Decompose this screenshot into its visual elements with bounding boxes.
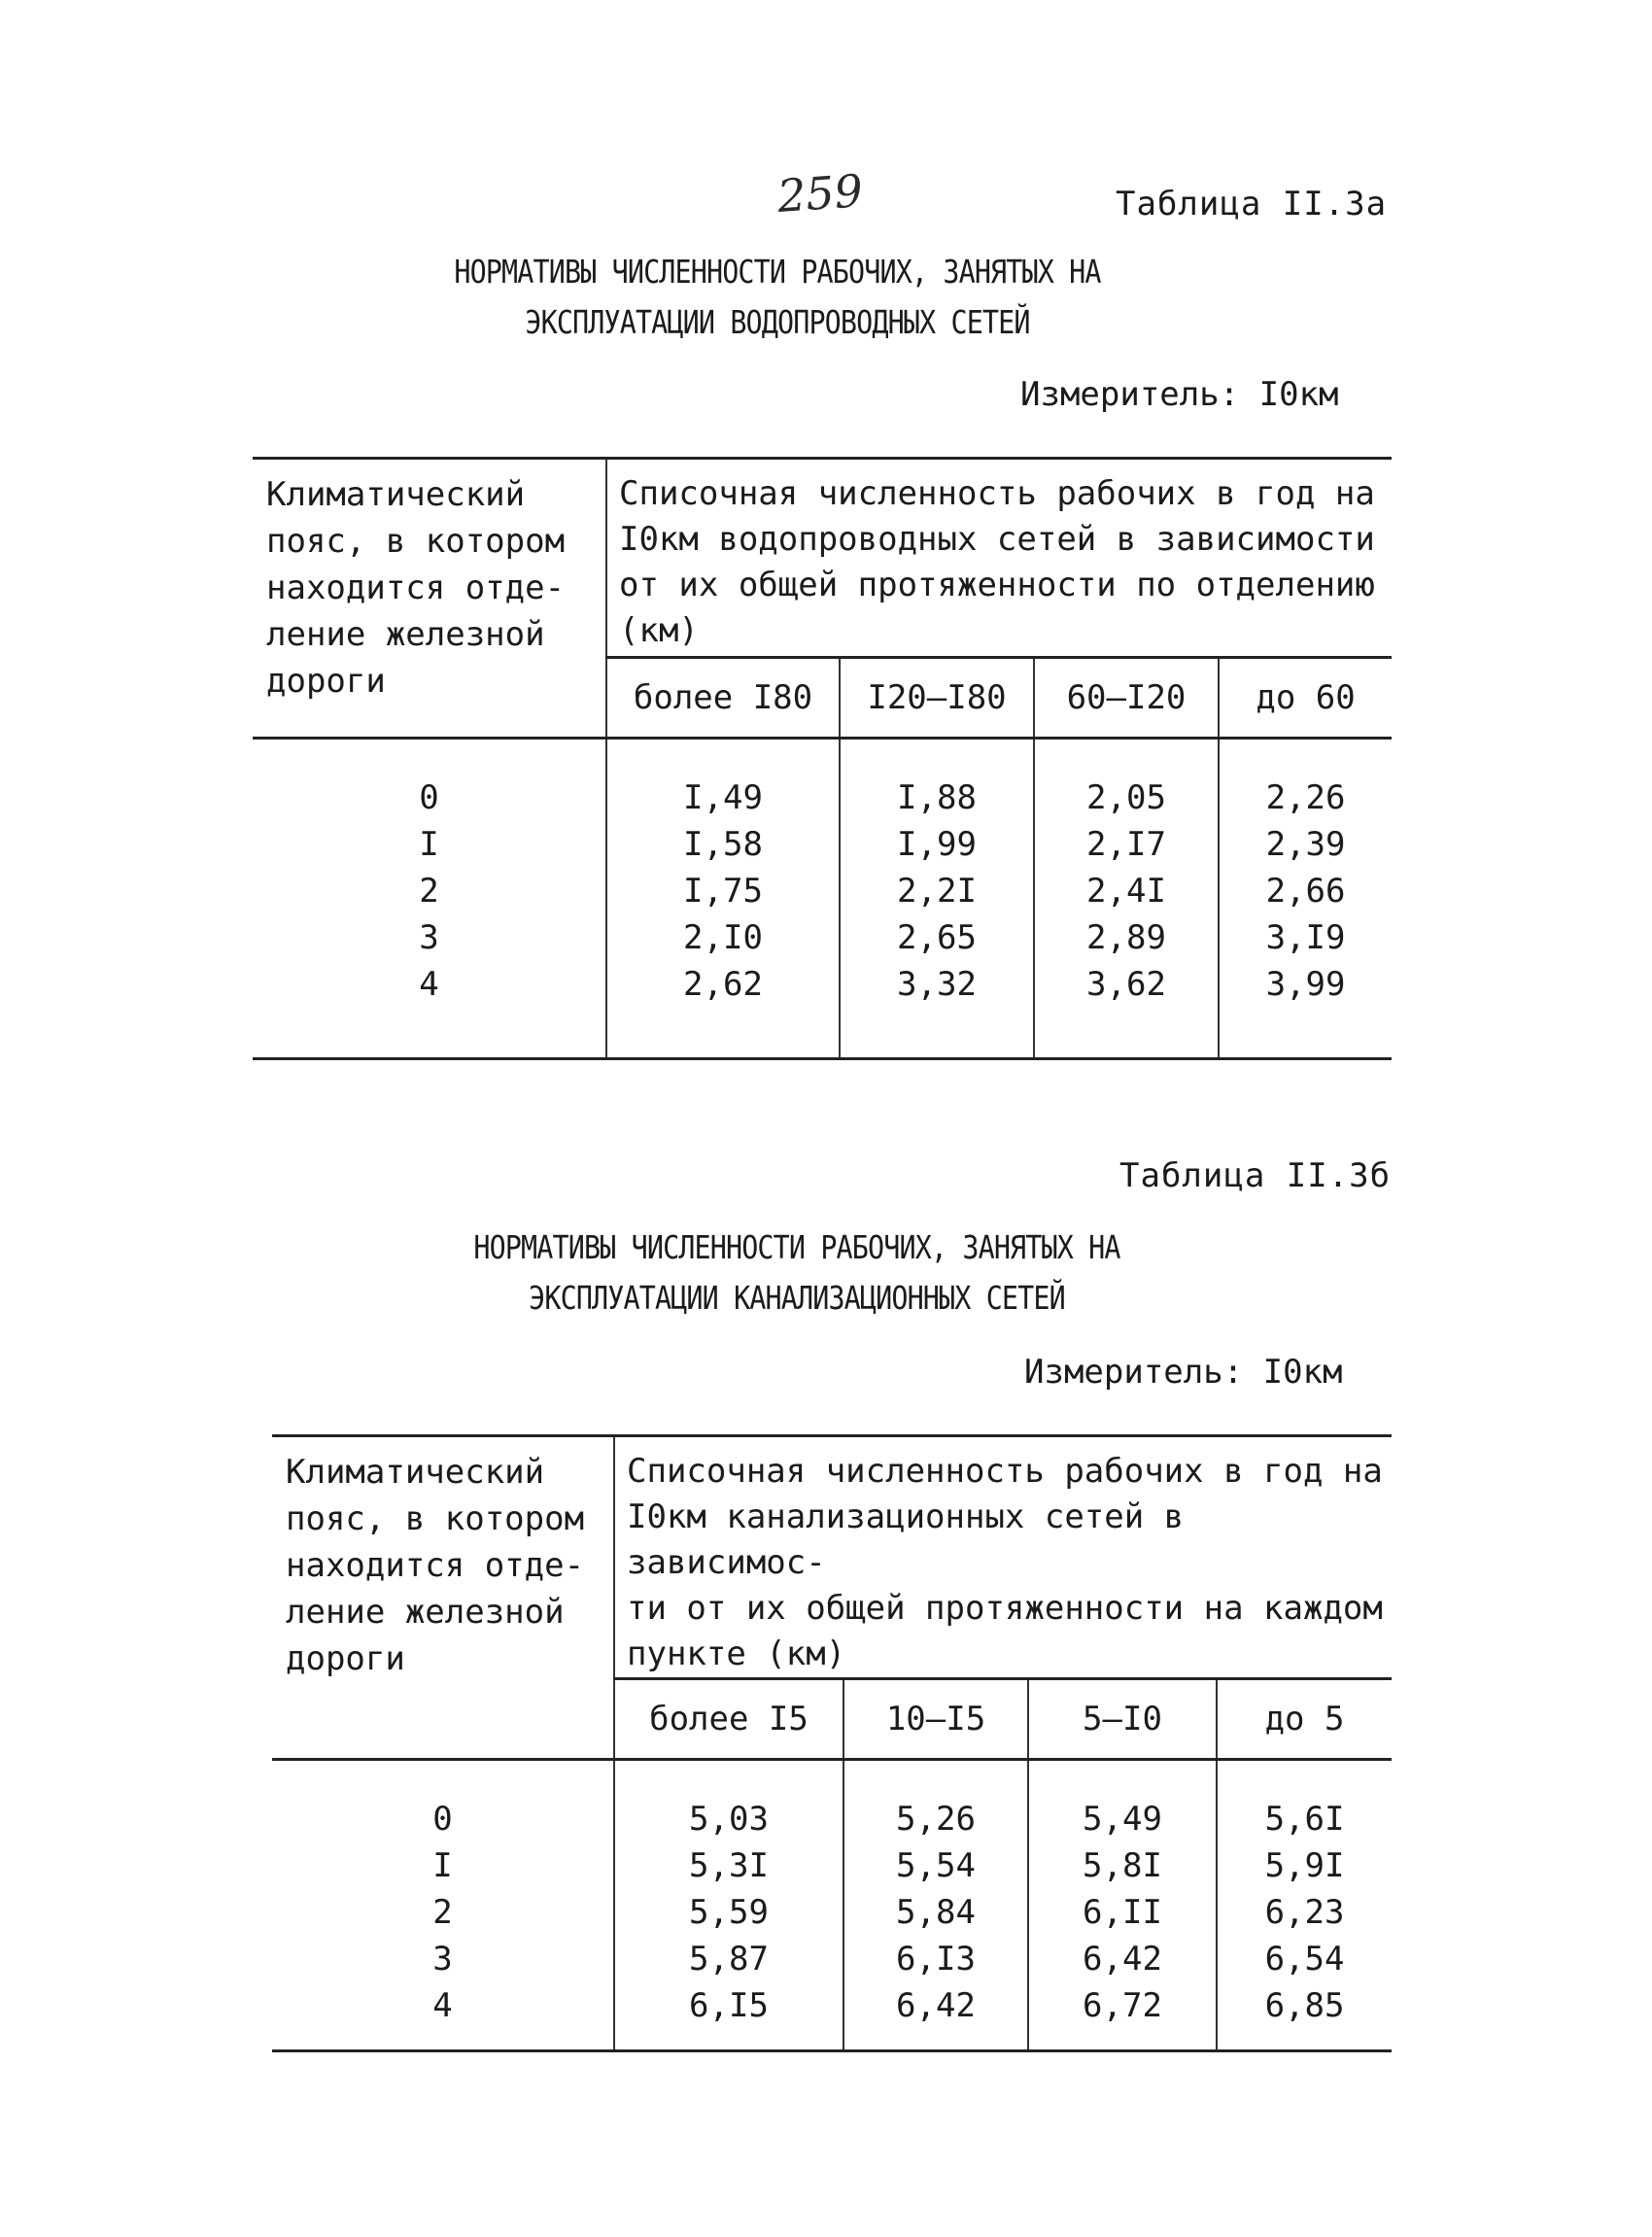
table-2-col-1-values: 5,03 5,3I 5,59 5,87 6,I5 [614,1760,843,2051]
table-1-col-1-values: I,49 I,58 I,75 2,I0 2,62 [606,739,840,1059]
table-2-col-header-1: более I5 [614,1679,843,1760]
table-2-main-header: Списочная численность рабочих в год на I0км канализационных сетей в зависимос- ти от их общей протяженности на каждом пункте (км) [614,1436,1392,1679]
table-2-meter: Измеритель: I0км [1024,1353,1343,1392]
table-1-col-4-values: 2,26 2,39 2,66 3,I9 3,99 [1219,739,1392,1059]
table-1-label: Таблица II.3а [1116,185,1388,224]
table-2-col-2-values: 5,26 5,54 5,84 6,I3 6,42 [843,1760,1028,2051]
table-2-title-line-1: НОРМАТИВЫ ЧИСЛЕННОСТИ РАБОЧИХ, ЗАНЯТЫХ НА [473,1228,1120,1266]
table-2-belt-header: Климатический пояс, в котором находится отде- ление железной дороги [272,1436,614,1760]
table-2-col-header-2: 10–I5 [843,1679,1028,1760]
page-number: 259 [775,164,865,223]
table-2-col-3-values: 5,49 5,8I 6,II 6,42 6,72 [1028,1760,1217,2051]
table-2-label: Таблица II.3б [1119,1156,1392,1195]
table-1-meter: Измеритель: I0км [1020,375,1339,414]
table-2-title [379,1222,1215,1324]
table-1-title [360,247,1195,348]
table-1-col-header-4: до 60 [1219,658,1392,739]
table-1-col-3-values: 2,05 2,I7 2,4I 2,89 3,62 [1034,739,1219,1059]
table-1-col-header-2: I20–I80 [840,658,1034,739]
table-2-belts: 0 I 2 3 4 [272,1760,614,2051]
table-1-col-2-values: I,88 I,99 2,2I 2,65 3,32 [840,739,1034,1059]
table-1-col-header-3: 60–I20 [1034,658,1219,739]
table-1-belt-header: Климатический пояс, в котором находится отде- ление железной дороги [253,459,606,739]
table-1-col-header-1: более I80 [606,658,840,739]
table-2-col-4-values: 5,6I 5,9I 6,23 6,54 6,85 [1217,1760,1392,2051]
table-1-title-line-1: НОРМАТИВЫ ЧИСЛЕННОСТИ РАБОЧИХ, ЗАНЯТЫХ НА [454,253,1101,291]
table-1-title-line-2: ЭКСПЛУАТАЦИИ ВОДОПРОВОДНЫХ СЕТЕЙ [525,303,1030,341]
table-2-title-line-2: ЭКСПЛУАТАЦИИ КАНАЛИЗАЦИОННЫХ СЕТЕЙ [529,1279,1065,1317]
table-1-belts: 0 I 2 3 4 [253,739,606,1059]
table-2-col-header-4: до 5 [1217,1679,1392,1760]
table-1-main-header: Списочная численность рабочих в год на I0км водопроводных сетей в зависимости от их общей протяженности по отделению (км) [606,459,1392,658]
table-2 [272,1434,1392,2052]
table-2-col-header-3: 5–I0 [1028,1679,1217,1760]
table-1 [253,457,1392,1060]
